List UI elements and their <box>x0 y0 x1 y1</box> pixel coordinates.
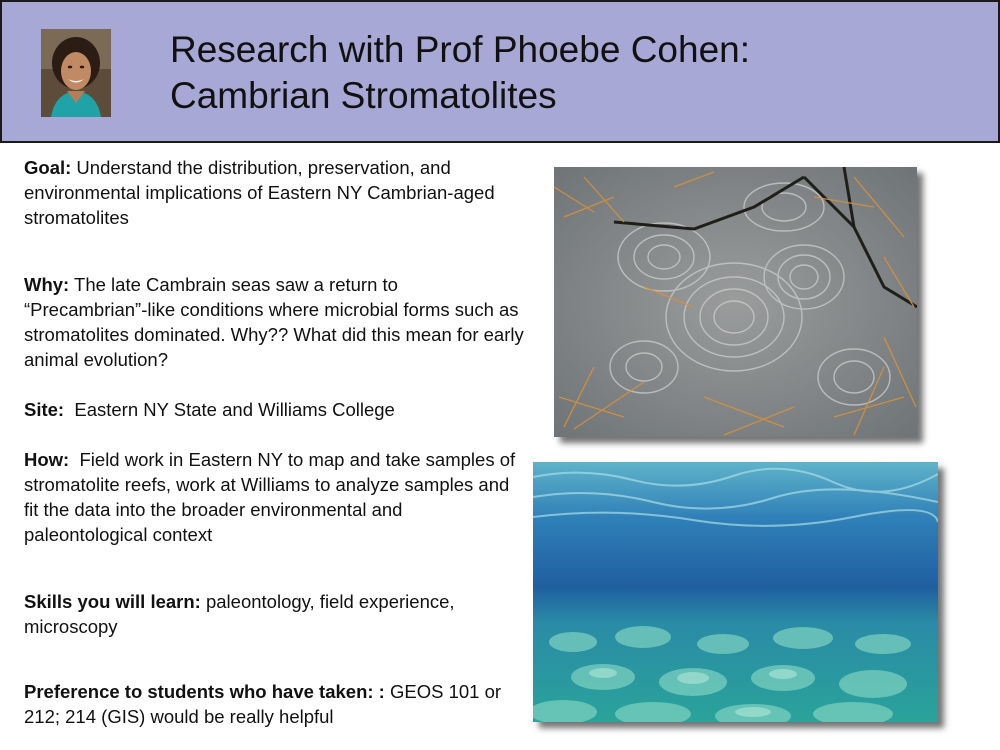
underwater-stromatolite-reef-photo <box>533 462 938 722</box>
site-section <box>24 397 524 422</box>
preference-section <box>24 679 524 729</box>
goal-text: Understand the distribution, preservation, and environmental implications of Eastern NY Cambrian-aged stromatolites <box>24 157 495 228</box>
slide-title <box>170 27 970 119</box>
site-text: Eastern NY State and Williams College <box>64 399 395 420</box>
skills-label: Skills you will learn: <box>24 591 201 612</box>
site-label: Site: <box>24 399 65 420</box>
goal-label: Goal: <box>24 157 72 178</box>
slide-title-line-1: Research with Prof Phoebe Cohen: <box>170 29 751 70</box>
skills-text: paleontology, field experience, microscopy <box>24 591 455 637</box>
goal-section <box>24 155 524 230</box>
preference-text: GEOS 101 or 212; 214 (GIS) would be really helpful <box>24 681 502 727</box>
why-section <box>24 272 524 372</box>
why-text: The late Cambrain seas saw a return to “Precambrian”-like conditions where microbial forms such as stromatolites dominated. Why?? What did this mean for early animal evolution? <box>24 274 524 370</box>
skills-section <box>24 589 524 639</box>
how-section <box>24 447 524 547</box>
title-banner <box>0 0 1000 143</box>
stromatolite-rock-photo <box>554 167 917 437</box>
how-text: Field work in Eastern NY to map and take samples of stromatolite reefs, work at Williams to analyze samples and fit the data into the broader environmental and paleontological context <box>24 449 521 545</box>
preference-label: Preference to students who have taken: : <box>24 681 385 702</box>
professor-portrait-photo <box>41 29 111 117</box>
slide-title-line-2: Cambrian Stromatolites <box>170 75 557 116</box>
how-label: How: <box>24 449 70 470</box>
why-label: Why: <box>24 274 70 295</box>
